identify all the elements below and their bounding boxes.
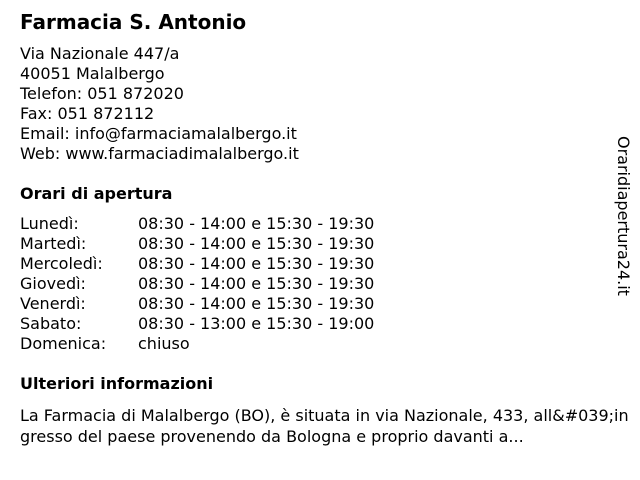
hours-time: 08:30 - 14:00 e 15:30 - 19:30 bbox=[138, 294, 375, 313]
hours-row-thursday bbox=[20, 274, 374, 294]
address-web: Web: www.farmaciadimalalbergo.it bbox=[20, 144, 299, 163]
hours-day: Sabato: bbox=[20, 314, 82, 333]
hours-row-sunday bbox=[20, 334, 374, 354]
hours-time: chiuso bbox=[138, 334, 190, 353]
store-address bbox=[20, 44, 299, 164]
hours-day: Domenica: bbox=[20, 334, 107, 353]
hours-day: Martedì: bbox=[20, 234, 87, 253]
hours-day: Giovedì: bbox=[20, 274, 86, 293]
hours-time: 08:30 - 13:00 e 15:30 - 19:00 bbox=[138, 314, 375, 333]
hours-time: 08:30 - 14:00 e 15:30 - 19:30 bbox=[138, 274, 375, 293]
hours-day: Lunedì: bbox=[20, 214, 79, 233]
address-street: Via Nazionale 447/a bbox=[20, 44, 180, 63]
address-email: Email: info@farmaciamalalbergo.it bbox=[20, 124, 297, 143]
opening-hours-heading: Orari di apertura bbox=[20, 184, 173, 203]
hours-day: Venerdì: bbox=[20, 294, 86, 313]
hours-row-tuesday bbox=[20, 234, 374, 254]
store-name: Farmacia S. Antonio bbox=[20, 10, 247, 34]
hours-row-monday bbox=[20, 214, 374, 234]
address-phone: Telefon: 051 872020 bbox=[20, 84, 184, 103]
further-info-text: La Farmacia di Malalbergo (BO), è situata in via Nazionale, 433, all&#039;ingresso del paese provenendo da Bologna e proprio davanti a... bbox=[20, 406, 629, 446]
hours-row-friday bbox=[20, 294, 374, 314]
hours-time: 08:30 - 14:00 e 15:30 - 19:30 bbox=[138, 214, 375, 233]
hours-day: Mercoledì: bbox=[20, 254, 103, 273]
address-city: 40051 Malalbergo bbox=[20, 64, 165, 83]
hours-time: 08:30 - 14:00 e 15:30 - 19:30 bbox=[138, 234, 375, 253]
opening-hours-table bbox=[20, 214, 374, 354]
hours-row-saturday bbox=[20, 314, 374, 334]
further-info-heading: Ulteriori informazioni bbox=[20, 374, 214, 393]
address-fax: Fax: 051 872112 bbox=[20, 104, 155, 123]
site-watermark: Oraridiapertura24.it bbox=[614, 136, 633, 296]
hours-time: 08:30 - 14:00 e 15:30 - 19:30 bbox=[138, 254, 375, 273]
hours-row-wednesday bbox=[20, 254, 374, 274]
